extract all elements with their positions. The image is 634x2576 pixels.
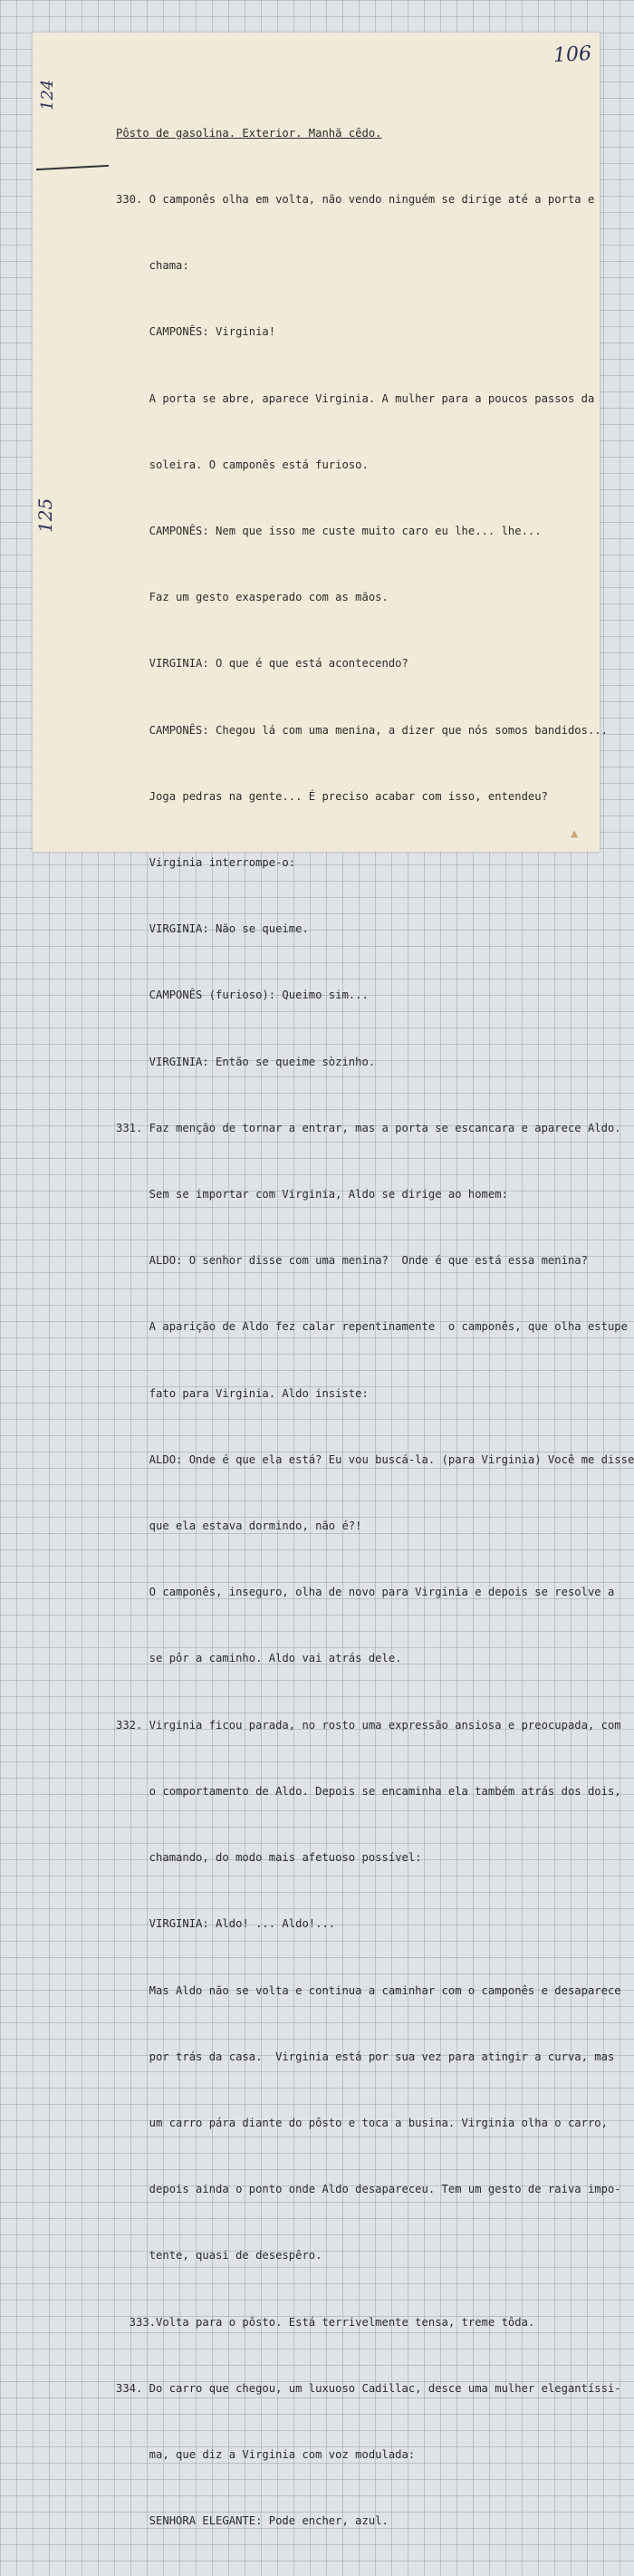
typescript-page <box>33 33 634 2528</box>
text-line: Mas Aldo não se volta e continua a caminhar com o camponês e desaparece <box>116 1983 621 1997</box>
text-line: chamando, do modo mais afetuoso possível: <box>116 1851 422 1865</box>
text-line: se pôr a caminho. Aldo vai atrás dele. <box>116 1652 402 1665</box>
corner-mark-icon: ▲ <box>571 826 579 841</box>
text-line: ALDO: O senhor disse com uma menina? Onde é que está essa menina? <box>116 1254 588 1268</box>
text-line: Sem se importar com Virginia, Aldo se dirige ao homem: <box>116 1188 508 1201</box>
text-line: Virginia interrompe-o: <box>116 856 296 870</box>
text-line: Joga pedras na gente... É preciso acabar com isso, entendeu? <box>116 789 548 803</box>
text-line: CAMPONÊS (furioso): Queimo sim... <box>116 989 369 1002</box>
text-line: 334. Do carro que chegou, um luxuoso Cadillac, desce uma mulher elegantíssi- <box>116 2381 621 2395</box>
pen-stroke <box>36 165 109 170</box>
page-number: 106 <box>552 42 592 68</box>
text-line: 331. Faz menção de tornar a entrar, mas a porta se escancara e aparece Aldo. <box>116 1121 621 1134</box>
text-line: fato para Virginia. Aldo insiste: <box>116 1386 369 1400</box>
text-line: A aparição de Aldo fez calar repentinamente o camponês, que olha estupe <box>116 1320 628 1334</box>
text-line: 330. O camponês olha em volta, não vendo ninguém se dirige até a porta e <box>116 193 595 207</box>
text-line: A porta se abre, aparece Virginia. A mulher para a poucos passos da <box>116 391 595 405</box>
text-line: 333.Volta para o pôsto. Está terrivelmente tensa, treme tôda. <box>116 2315 535 2329</box>
text-line: soleira. O camponês está furioso. <box>116 458 369 471</box>
text-line: VIRGINIA: Aldo! ... Aldo!... <box>116 1917 336 1931</box>
text-line: VIRGINIA: Então se queime sòzinho. <box>116 1055 376 1068</box>
text-line: tente, quasi de desespêro. <box>116 2249 322 2262</box>
text-line: CAMPONÊS: Nem que isso me custe muito caro eu lhe... lhe... <box>116 525 542 538</box>
text-line: depois ainda o ponto onde Aldo desapareceu. Tem um gesto de raiva impo- <box>116 2183 621 2196</box>
text-line: por trás da casa. Virginia está por sua vez para atingir a curva, mas <box>116 2050 615 2063</box>
text-line: o comportamento de Aldo. Depois se encaminha ela também atrás dos dois, <box>116 1784 621 1798</box>
text-line: ma, que diz a Virginia com voz modulada: <box>116 2447 416 2461</box>
text-line: Faz um gesto exasperado com as mãos. <box>116 591 389 604</box>
text-line: CAMPONÊS: Virginia! <box>116 325 276 339</box>
script-text <box>116 78 634 2576</box>
text-line: chama: <box>116 259 189 273</box>
scene-heading: Pôsto de gasolina. Exterior. Manhã cêdo. <box>116 126 382 140</box>
text-line: O camponês, inseguro, olha de novo para Virginia e depois se resolve a <box>116 1586 615 1599</box>
text-line: um carro pára diante do pôsto e toca a businа. Virginia olha o carro, <box>116 2116 608 2129</box>
text-line: ALDO: Onde é que ela está? Eu vou buscá-la. (para Virginia) Você me disse <box>116 1452 634 1466</box>
margin-number-2: 125 <box>34 497 56 533</box>
text-line: VIRGINIA: Não se queime. <box>116 922 309 936</box>
text-line: CAMPONÊS: Chegou lá com uma menina, a dizer que nós somos bandidos... <box>116 723 608 737</box>
margin-number-1: 124 <box>38 79 57 111</box>
text-line: que ela estava dormindo, não é?! <box>116 1520 362 1533</box>
text-line: SENHORA ELEGANTE: Pode encher, azul. <box>116 2514 389 2528</box>
text-line: 332. Virginia ficou parada, no rosto uma expressão ansiosa e preocupada, com <box>116 1718 621 1732</box>
text-line: VIRGINIA: O que é que está acontecendo? <box>116 657 408 671</box>
